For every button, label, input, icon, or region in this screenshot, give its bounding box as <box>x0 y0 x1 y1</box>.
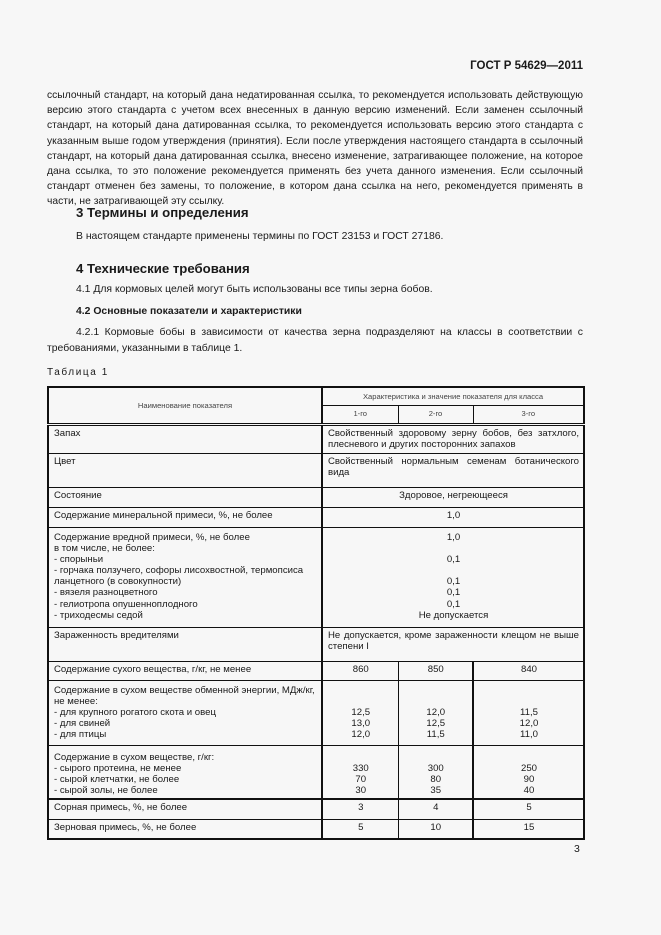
row-name: Содержание минеральной примеси, %, не более <box>48 507 322 527</box>
class-1-values: 330 70 30 <box>322 745 398 799</box>
subsection-4-2-title: 4.2 Основные показатели и характеристики <box>76 306 302 317</box>
class-1-value: 860 <box>322 661 398 680</box>
table-row-energy <box>48 680 584 745</box>
row-name: Зараженность вредителями <box>48 627 322 661</box>
row-value: Свойственный нормальным семенам ботанического вида <box>322 453 584 487</box>
table-row-state <box>48 487 584 507</box>
table-row-grain <box>48 819 584 839</box>
class-1-value: 3 <box>322 799 398 819</box>
class-2-value: 10 <box>398 819 473 839</box>
class-2-values: 300 80 35 <box>398 745 473 799</box>
header-class-2: 2-го <box>398 405 473 424</box>
row-name: Зерновая примесь, %, не более <box>48 819 322 839</box>
paragraph-4-1: 4.1 Для кормовых целей могут быть использованы все типы зерна бобов. <box>76 284 433 295</box>
paragraph-4-2-1: 4.2.1 Кормовые бобы в зависимости от качества зерна подразделяют на классы в соответствии с требованиями, указанными в таблице 1. <box>47 327 583 354</box>
class-2-values: 12,0 12,5 11,5 <box>398 680 473 745</box>
row-name: Цвет <box>48 453 322 487</box>
row-value: 1,0 <box>322 507 584 527</box>
section-3-title: 3 Термины и определения <box>76 205 249 220</box>
class-3-value: 15 <box>473 819 584 839</box>
document-id-header: ГОСТ Р 54629—2011 <box>470 60 583 72</box>
row-name: Запах <box>48 424 322 453</box>
table-row-color <box>48 453 584 487</box>
class-3-values: 11,5 12,0 11,0 <box>473 680 584 745</box>
table-row-weed <box>48 799 584 819</box>
row-value: Здоровое, негреющееся <box>322 487 584 507</box>
table-row-harmful <box>48 527 584 627</box>
row-name: Содержание сухого вещества, г/кг, не менее <box>48 661 322 680</box>
table-header-row <box>48 387 584 405</box>
table-row-mineral <box>48 507 584 527</box>
page-number: 3 <box>574 843 580 855</box>
class-3-value: 840 <box>473 661 584 680</box>
header-group: Характеристика и значение показателя для класса <box>322 387 584 405</box>
class-3-value: 5 <box>473 799 584 819</box>
row-name: Состояние <box>48 487 322 507</box>
intro-paragraph: ссылочный стандарт, на который дана недатированная ссылка, то рекомендуется использовать действующую версию этого стандарта с учетом всех внесенных в данную версию изменений. Если заменен ссылочный стандарт, на который дана датированная ссылка, то рекомендуется использовать версию этого стандарта с указанным выше годом утверждения (принятия). Если после утверждения настоящего стандарта в ссылочный стандарт, на который дана датированная ссылка, внесено изменение, затрагивающее положение, на которое дана ссылка, то это положение рекомендуется применять без учета данного изменения. Если ссылочный стандарт отменен без замены, то положение, в котором дана ссылка на него, рекомендуется применять в части, не затрагивающей эту ссылку. <box>47 90 583 208</box>
class-2-value: 4 <box>398 799 473 819</box>
class-1-value: 5 <box>322 819 398 839</box>
header-class-3: 3-го <box>473 405 584 424</box>
table-row-pests <box>48 627 584 661</box>
class-1-values: 12,5 13,0 12,0 <box>322 680 398 745</box>
class-3-values: 250 90 40 <box>473 745 584 799</box>
table-row-composition <box>48 745 584 799</box>
row-value: 1,0 0,1 0,1 0,1 0,1 Не допускается <box>322 527 584 627</box>
row-value: Не допускается, кроме зараженности клещом не выше степени I <box>322 627 584 661</box>
table-row-dry-matter <box>48 661 584 680</box>
header-class-1: 1-го <box>322 405 398 424</box>
row-name: Содержание в сухом веществе обменной энергии, МДж/кг, не менее: - для крупного рогатого скота и овец - для свиней - для птицы <box>48 680 322 745</box>
section-3-text: В настоящем стандарте применены термины по ГОСТ 23153 и ГОСТ 27186. <box>76 231 444 242</box>
row-name: Сорная примесь, %, не более <box>48 799 322 819</box>
section-4-title: 4 Технические требования <box>76 261 250 276</box>
row-value: Свойственный здоровому зерну бобов, без затхлого, плесневого и других посторонних запахов <box>322 424 584 453</box>
class-2-value: 850 <box>398 661 473 680</box>
table-caption: Таблица 1 <box>47 367 109 378</box>
header-name-col: Наименование показателя <box>48 387 322 424</box>
table-row-smell <box>48 424 584 453</box>
row-name: Содержание вредной примеси, %, не более в том числе, не более: - спорыньи - горчака ползучего, софоры лисохвостной, термопсиса ланцетного (в совокупности) - вязеля разноцветного - гелиотропа опушенноплодного - триходесмы седой <box>48 527 322 627</box>
row-name: Содержание в сухом веществе, г/кг: - сырого протеина, не менее - сырой клетчатки, не более - сырой золы, не более <box>48 745 322 799</box>
requirements-table <box>47 386 585 840</box>
